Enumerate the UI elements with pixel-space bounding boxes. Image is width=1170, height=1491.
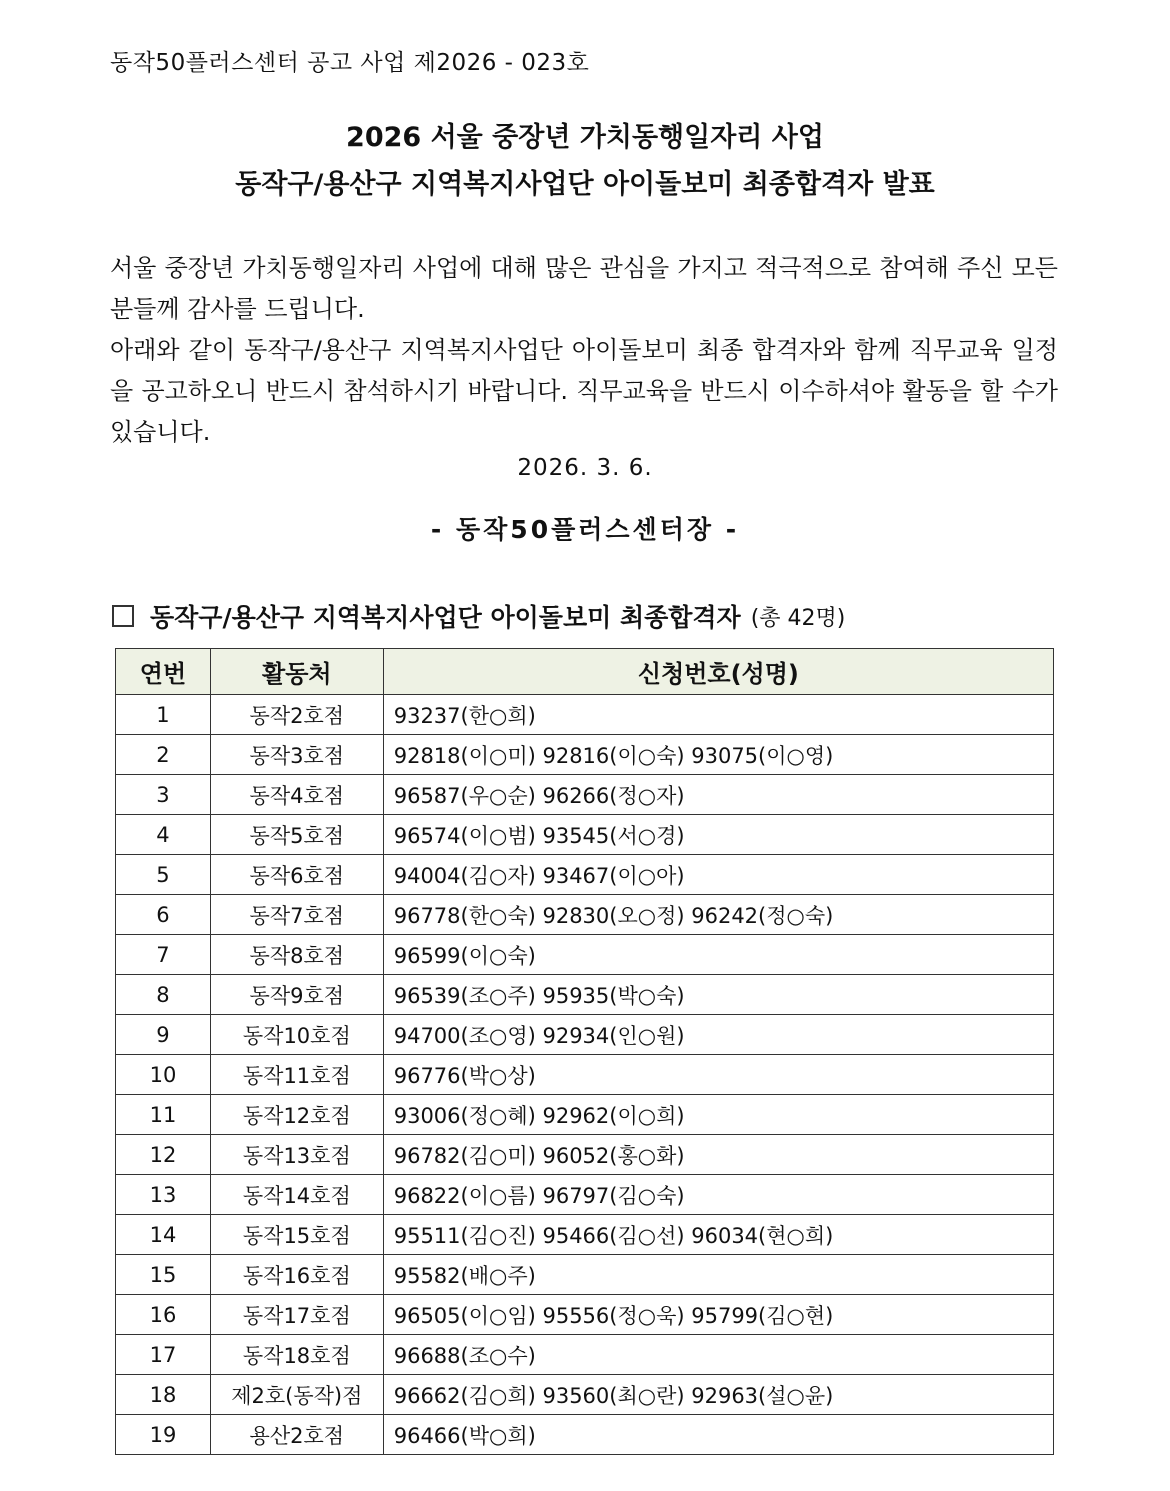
page-title-line2: 동작구/용산구 지역복지사업단 아이돌보미 최종합격자 발표 <box>235 169 935 200</box>
section-title: 동작구/용산구 지역복지사업단 아이돌보미 최종합격자 <box>150 603 741 632</box>
row-number: 9 <box>116 1015 211 1055</box>
header-names: 신청번호(성명) <box>383 649 1053 695</box>
row-applicants: 96778(한○숙) 92830(오○정) 96242(정○숙) <box>383 895 1053 935</box>
row-number: 18 <box>116 1375 211 1415</box>
table-body <box>116 695 1054 1455</box>
row-number: 3 <box>116 775 211 815</box>
row-number: 16 <box>116 1295 211 1335</box>
row-number: 7 <box>116 935 211 975</box>
row-applicants: 95511(김○진) 95466(김○선) 96034(현○희) <box>383 1215 1053 1255</box>
row-site: 동작7호점 <box>210 895 383 935</box>
table-row <box>116 1095 1054 1135</box>
page-title-line1: 2026 서울 중장년 가치동행일자리 사업 <box>346 122 824 153</box>
row-applicants: 96662(김○희) 93560(최○란) 92963(설○윤) <box>383 1375 1053 1415</box>
row-site: 동작17호점 <box>210 1295 383 1335</box>
row-number: 10 <box>116 1055 211 1095</box>
row-number: 12 <box>116 1135 211 1175</box>
row-number: 8 <box>116 975 211 1015</box>
row-site: 동작9호점 <box>210 975 383 1015</box>
row-number: 2 <box>116 735 211 775</box>
row-applicants: 96776(박○상) <box>383 1055 1053 1095</box>
issuer-signature: - 동작50플러스센터장 - <box>430 515 740 544</box>
row-applicants: 96822(이○름) 96797(김○숙) <box>383 1175 1053 1215</box>
table-row <box>116 975 1054 1015</box>
announcement-paragraph-2: 아래와 같이 동작구/용산구 지역복지사업단 아이돌보미 최종 합격자와 함께 직무교육 일정을 공고하오니 반드시 참석하시기 바랍니다. 직무교육을 반드시 이수하셔야 활동을 할 수가 있습니다. <box>110 336 1058 446</box>
row-site: 동작10호점 <box>210 1015 383 1055</box>
table-row <box>116 1295 1054 1335</box>
row-number: 6 <box>116 895 211 935</box>
row-number: 11 <box>116 1095 211 1135</box>
table-row <box>116 775 1054 815</box>
row-number: 13 <box>116 1175 211 1215</box>
row-site: 제2호(동작)점 <box>210 1375 383 1415</box>
row-number: 5 <box>116 855 211 895</box>
row-applicants: 96466(박○희) <box>383 1415 1053 1455</box>
row-number: 17 <box>116 1335 211 1375</box>
row-applicants: 93006(정○혜) 92962(이○희) <box>383 1095 1053 1135</box>
table-row <box>116 1215 1054 1255</box>
checkbox-icon <box>112 605 134 627</box>
table-row <box>116 1335 1054 1375</box>
row-applicants: 96587(우○순) 96266(정○자) <box>383 775 1053 815</box>
header-site: 활동처 <box>210 649 383 695</box>
row-site: 동작2호점 <box>210 695 383 735</box>
table-row <box>116 1015 1054 1055</box>
row-site: 동작8호점 <box>210 935 383 975</box>
table-row <box>116 815 1054 855</box>
row-site: 용산2호점 <box>210 1415 383 1455</box>
row-number: 1 <box>116 695 211 735</box>
row-applicants: 94004(김○자) 93467(이○아) <box>383 855 1053 895</box>
table-row <box>116 1375 1054 1415</box>
row-applicants: 96505(이○임) 95556(정○욱) 95799(김○현) <box>383 1295 1053 1335</box>
row-site: 동작11호점 <box>210 1055 383 1095</box>
row-site: 동작18호점 <box>210 1335 383 1375</box>
announcement-date: 2026. 3. 6. <box>517 455 653 481</box>
table-row <box>116 1415 1054 1455</box>
row-site: 동작5호점 <box>210 815 383 855</box>
row-site: 동작3호점 <box>210 735 383 775</box>
row-applicants: 96782(김○미) 96052(홍○화) <box>383 1135 1053 1175</box>
row-applicants: 96688(조○수) <box>383 1335 1053 1375</box>
row-site: 동작13호점 <box>210 1135 383 1175</box>
results-table <box>115 648 1054 1455</box>
notice-number: 동작50플러스센터 공고 사업 제2026 - 023호 <box>110 50 590 76</box>
row-number: 4 <box>116 815 211 855</box>
row-site: 동작6호점 <box>210 855 383 895</box>
section-heading <box>112 598 845 634</box>
row-site: 동작16호점 <box>210 1255 383 1295</box>
table-row <box>116 895 1054 935</box>
table-row <box>116 1055 1054 1095</box>
table-row <box>116 1255 1054 1295</box>
announcement-body <box>110 248 1058 453</box>
row-applicants: 94700(조○영) 92934(인○원) <box>383 1015 1053 1055</box>
row-site: 동작14호점 <box>210 1175 383 1215</box>
row-applicants: 93237(한○희) <box>383 695 1053 735</box>
row-applicants: 96574(이○범) 93545(서○경) <box>383 815 1053 855</box>
table-row <box>116 735 1054 775</box>
row-applicants: 96539(조○주) 95935(박○숙) <box>383 975 1053 1015</box>
table-row <box>116 935 1054 975</box>
row-number: 19 <box>116 1415 211 1455</box>
section-count: (총 42명) <box>750 605 846 631</box>
row-site: 동작12호점 <box>210 1095 383 1135</box>
row-applicants: 95582(배○주) <box>383 1255 1053 1295</box>
row-number: 14 <box>116 1215 211 1255</box>
table-row <box>116 855 1054 895</box>
announcement-paragraph-1: 서울 중장년 가치동행일자리 사업에 대해 많은 관심을 가지고 적극적으로 참여해 주신 모든 분들께 감사를 드립니다. <box>110 254 1058 323</box>
row-applicants: 96599(이○숙) <box>383 935 1053 975</box>
table-row <box>116 695 1054 735</box>
table-row <box>116 1175 1054 1215</box>
table-row <box>116 1135 1054 1175</box>
row-number: 15 <box>116 1255 211 1295</box>
header-no: 연번 <box>116 649 211 695</box>
row-site: 동작4호점 <box>210 775 383 815</box>
table-header-row <box>116 649 1054 695</box>
row-site: 동작15호점 <box>210 1215 383 1255</box>
row-applicants: 92818(이○미) 92816(이○숙) 93075(이○영) <box>383 735 1053 775</box>
